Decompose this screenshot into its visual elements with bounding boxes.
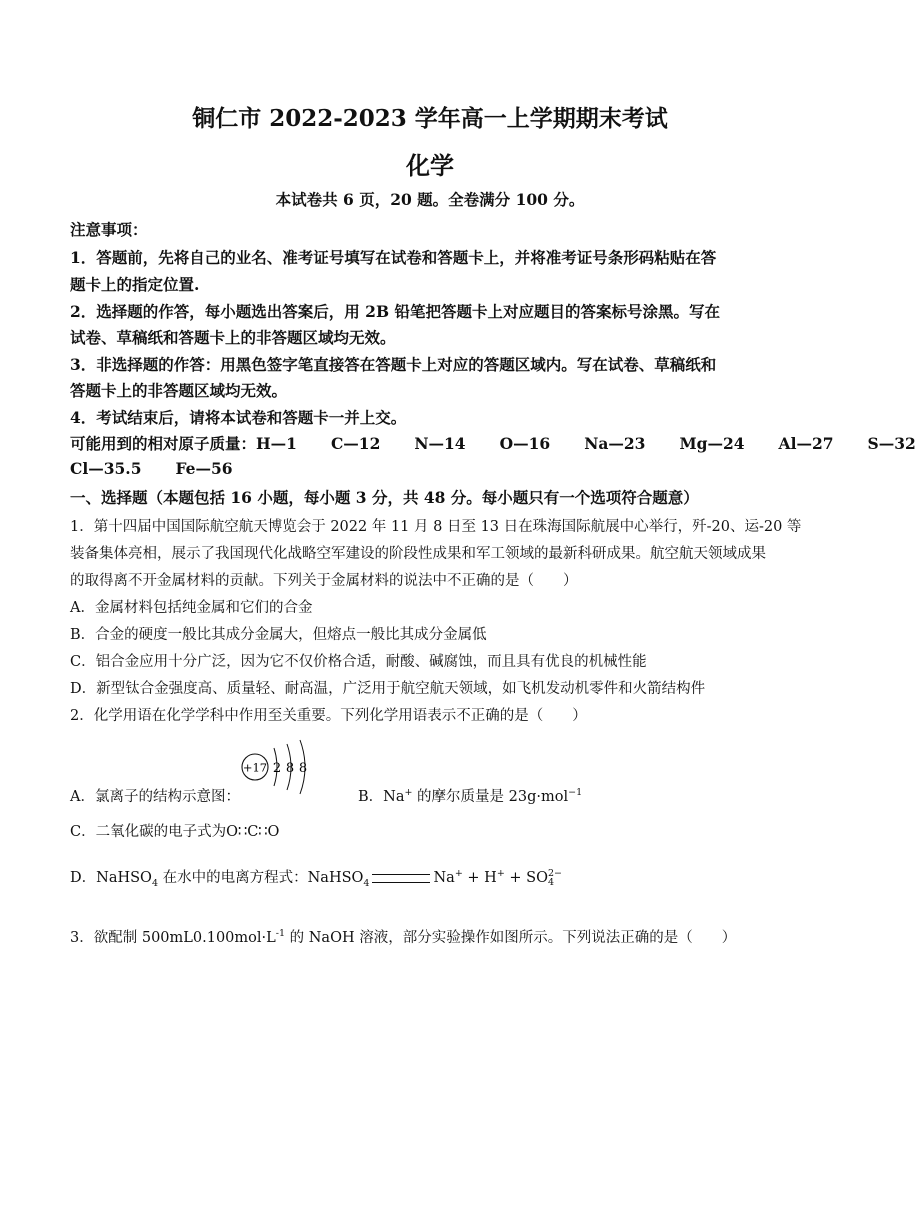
q2-option-d-text: 在水中的电离方程式： [158, 870, 308, 886]
q1-option-a: A．金属材料包括纯金属和它们的合金 [70, 600, 313, 616]
notice-item-3-line-2: 答题卡上的非答题区域均无效。 [70, 381, 288, 400]
atomic-masses-row-1 [70, 432, 916, 454]
notice-item-2-line-1: 2．选择题的作答，每小题选出答案后，用 2B 铅笔把答题卡上对应题目的答案标号涂黑。写在 [70, 302, 720, 321]
notice-item-1-line-1: 1．答题前，先将自己的业名、准考证号填写在试卷和答题卡上，并将准考证号条形码粘贴在答 [70, 248, 717, 267]
q1-stem-line-2: 装备集体亮相，展示了我国现代化战略空军建设的阶段性成果和军工领域的最新科研成果。航空航天领域成果 [70, 546, 766, 562]
mass-na: Na—23 [584, 434, 646, 453]
q2-option-c [70, 820, 796, 841]
q2-option-d [70, 866, 796, 889]
q2-option-c-label: C．二氧化碳的电子式为 [70, 824, 227, 840]
exam-info: 本试卷共 6 页，20 题。全卷满分 100 分。 [275, 190, 585, 209]
exam-title: 铜仁市 2022-2023 学年高一上学期期末考试 [192, 105, 668, 132]
mass-o: O—16 [499, 434, 551, 453]
notice-item-2-line-2: 试卷、草稿纸和答题卡上的非答题区域均无效。 [70, 328, 396, 347]
co2-electron-formula: O∷C∷O [226, 824, 280, 840]
shell-electrons-1: 2 [272, 761, 282, 776]
subject-title: 化学 [406, 151, 454, 180]
mass-al: Al—27 [778, 434, 834, 453]
notice-heading: 注意事项： [70, 220, 148, 239]
mass-s: S—32 [867, 434, 916, 453]
q2-option-b-label: B． [357, 789, 384, 805]
mass-mg: Mg—24 [679, 434, 745, 453]
q1-option-b: B．合金的硬度一般比其成分金属大，但熔点一般比其成分金属低 [70, 627, 487, 643]
shell-electrons-3: 8 [298, 761, 308, 776]
mass-h: H—1 [256, 434, 297, 453]
q2-option-b-text: 的摩尔质量是 [412, 789, 509, 805]
masses-label: 可能用到的相对原子质量： [70, 434, 257, 453]
notice-item-4: 4．考试结束后，请将本试卷和答题卡一并上交。 [70, 408, 407, 427]
mass-c: C—12 [330, 434, 381, 453]
notice-item-1-line-2: 题卡上的指定位置. [70, 275, 200, 294]
q3-prefix: 3．欲配制 [70, 930, 142, 946]
mass-fe: Fe—56 [175, 459, 233, 478]
mass-cl: Cl—35.5 [70, 459, 142, 478]
nahso4-formula: NaHSO$_4$ [96, 870, 158, 889]
q3-suffix: 的 NaOH 溶液，部分实验操作如图所示。下列说法正确的是（ ） [285, 930, 737, 946]
notice-item-3-line-1: 3．非选择题的作答：用黑色签字笔直接答在答题卡上对应的答题区域内。写在试卷、草稿纸和 [70, 355, 717, 374]
q1-stem-line-1: 1．第十四届中国国际航空航天博览会于 2022 年 11 月 8 日至 13 日在珠海国际航展中心举行，歼-20、运-20 等 [70, 519, 802, 535]
q3-concentration: $500mL0.100mol\cdot L^{-1}$ [141, 928, 286, 946]
section-heading: 一、选择题（本题包括 16 小题，每小题 3 分，共 48 分。每小题只有一个选项符合题意） [70, 488, 699, 507]
q2-option-b-ion: Na+ [383, 787, 413, 805]
q3-stem [70, 926, 796, 947]
shell-electrons-2: 8 [285, 761, 295, 776]
q2-option-a: A．氯离子的结构示意图： [70, 789, 240, 805]
ionization-equation: NaHSO$_4$ Na+ + H+ + SO 2− 4 [307, 868, 562, 889]
atomic-masses-row-2 [70, 459, 796, 478]
mass-n: N—14 [414, 434, 466, 453]
q2-option-d-label: D． [70, 870, 97, 886]
q2-options-ab [70, 785, 796, 806]
q2-option-b-value: 23g·mol$^{-1}$ [508, 787, 583, 805]
q1-stem-line-3: 的取得离不开金属材料的贡献。下列关于金属材料的说法中不正确的是（ ） [70, 573, 578, 589]
q1-option-d: D．新型钛合金强度高、质量轻、耐高温，广泛用于航空航天领域，如飞机发动机零件和火箭结构件 [70, 681, 706, 697]
q1-option-c: C．铝合金应用十分广泛，因为它不仅价格合适，耐酸、碱腐蚀，而且具有优良的机械性能 [70, 654, 647, 670]
q2-stem: 2．化学用语在化学学科中作用至关重要。下列化学用语表示不正确的是（ ） [70, 708, 587, 724]
nucleus-charge: +17 [242, 760, 268, 775]
equation-equals-sign [372, 874, 430, 883]
